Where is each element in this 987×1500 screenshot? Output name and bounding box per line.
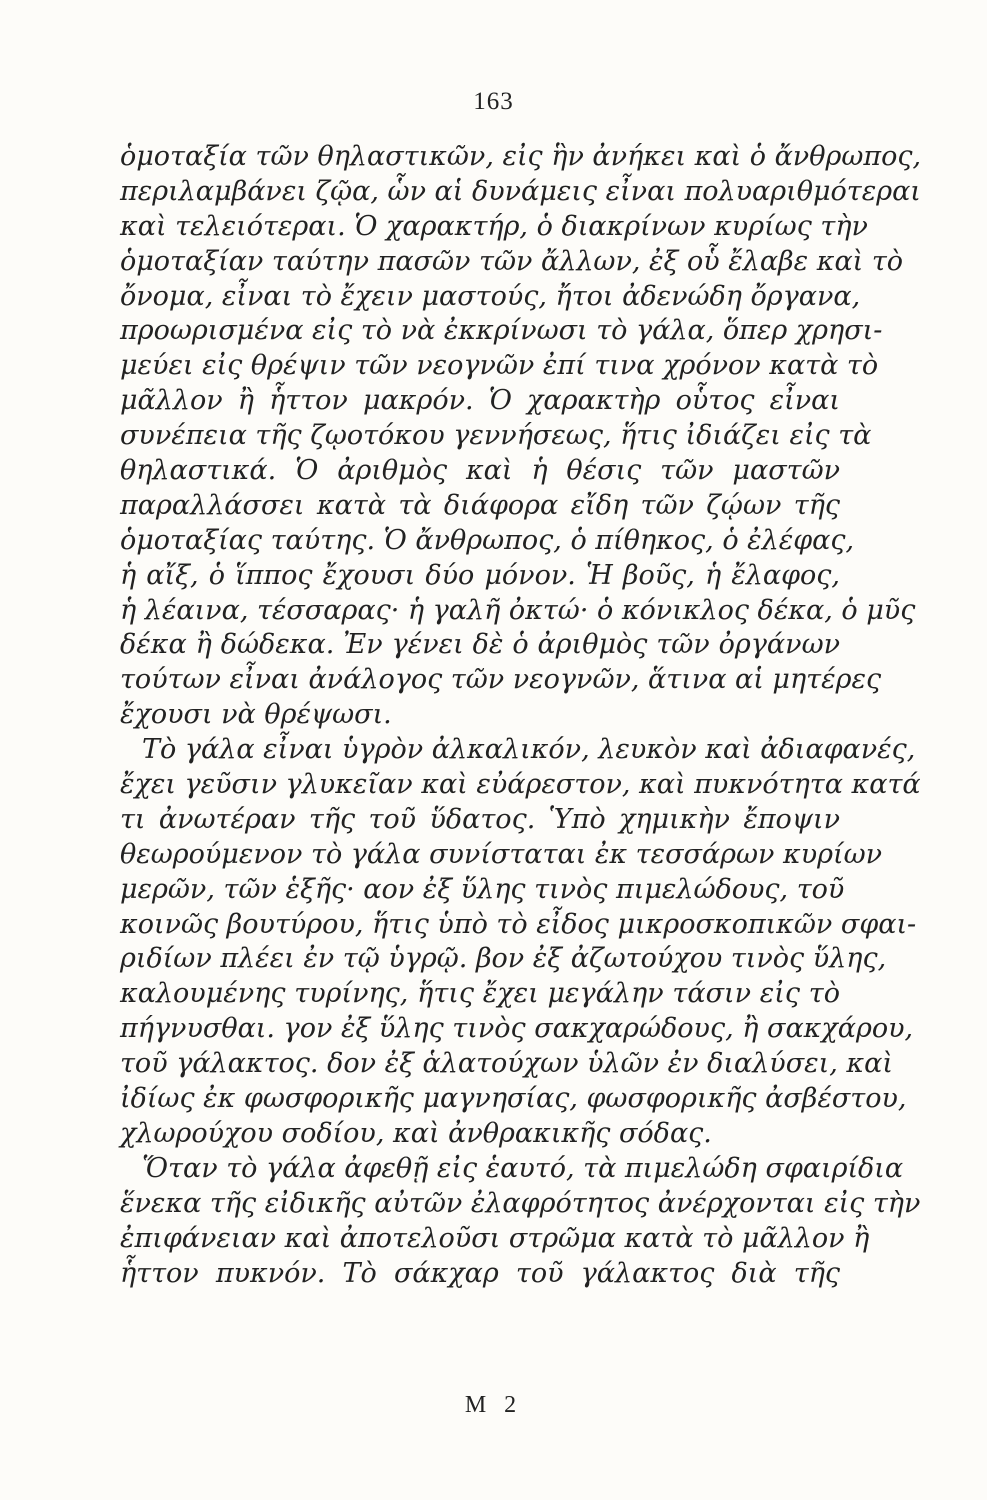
text-line: καὶ τελειότεραι. Ὁ χαρακτήρ, ὁ διακρίνων κυρίως τὴν [120, 210, 868, 242]
text-line: ἰδίως ἐκ φωσφορικῆς μαγνησίας, φωσφορικῆς ἀσβέστου, [120, 1083, 907, 1115]
text-line: μᾶλλον ἢ ἧττον μακρόν. Ὁ χαρακτὴρ οὗτος εἶναι [120, 385, 840, 417]
text-line: προωρισμένα εἰς τὸ νὰ ἐκκρίνωσι τὸ γάλα, ὅπερ χρησι- [120, 315, 883, 347]
text-line: θεωρούμενον τὸ γάλα συνίσταται ἐκ τεσσάρων κυρίων [120, 838, 883, 870]
text-line: τοῦ γάλακτος. δον ἐξ ἁλατούχων ὑλῶν ἐν διαλύσει, καὶ [120, 1048, 893, 1080]
text-line: καλουμένης τυρίνης, ἥτις ἔχει μεγάλην τάσιν εἰς τὸ [120, 978, 840, 1010]
text-line: κοινῶς βουτύρου, ἥτις ὑπὸ τὸ εἶδος μικροσκοπικῶν σφαι- [120, 908, 917, 940]
text-line: ἕνεκα τῆς εἰδικῆς αὐτῶν ἐλαφρότητος ἀνέρχονται εἰς τὴν [120, 1187, 921, 1219]
text-line: ὄνομα, εἶναι τὸ ἔχειν μαστούς, ἤτοι ἀδενώδη ὄργανα, [120, 280, 861, 312]
text-line: δέκα ἢ δώδεκα. Ἐν γένει δὲ ὁ ἀριθμὸς τῶν ὀργάνων [120, 629, 840, 661]
text-line: θηλαστικά. Ὁ ἀριθμὸς καὶ ἡ θέσις τῶν μαστῶν [120, 455, 840, 487]
page-number: 163 [473, 88, 514, 115]
text-line: ἔχει γεῦσιν γλυκεῖαν καὶ εὐάρεστον, καὶ πυκνότητα κατά [120, 769, 921, 801]
text-line: συνέπεια τῆς ζῳοτόκου γεννήσεως, ἥτις ἰδιάζει εἰς τὰ [120, 420, 872, 452]
text-line: ἔχουσι νὰ θρέψωσι. [120, 699, 392, 731]
text-line: τούτων εἶναι ἀνάλογος τῶν νεογνῶν, ἅτινα αἱ μητέρες [120, 664, 882, 696]
text-line: τι ἀνωτέραν τῆς τοῦ ὕδατος. Ὑπὸ χημικὴν ἔποψιν [120, 803, 840, 835]
text-line: μεύει εἰς θρέψιν τῶν νεογνῶν ἐπί τινα χρόνον κατὰ τὸ [120, 350, 879, 382]
text-line: ἡ λέαινα, τέσσαρας· ἡ γαλῆ ὀκτώ· ὁ κόνικλος δέκα, ὁ μῦς [120, 594, 916, 626]
body-text [120, 140, 922, 1291]
text-line: Ὅταν τὸ γάλα ἀφεθῇ εἰς ἑαυτό, τὰ πιμελώδη σφαιρίδια [142, 1152, 904, 1184]
text-line: χλωρούχου σοδίου, καὶ ἀνθρακικῆς σόδας. [120, 1117, 712, 1149]
text-line: μερῶν, τῶν ἑξῆς· αον ἐξ ὕλης τινὸς πιμελώδους, τοῦ [120, 873, 845, 905]
text-line: ὁμοταξίας ταύτης. Ὁ ἄνθρωπος, ὁ πίθηκος, ὁ ἐλέφας, [120, 524, 855, 556]
text-line: ἡ αἴξ, ὁ ἵππος ἔχουσι δύο μόνον. Ἡ βοῦς, ἡ ἔλαφος, [120, 559, 840, 591]
text-line: περιλαμβάνει ζῷα, ὧν αἱ δυνάμεις εἶναι πολυαριθμότεραι [120, 175, 921, 207]
text-line: παραλλάσσει κατὰ τὰ διάφορα εἴδη τῶν ζῴων τῆς [120, 489, 840, 521]
text-line: πήγνυσθαι. γον ἐξ ὕλης τινὸς σακχαρώδους, ἢ σακχάρου, [120, 1013, 914, 1045]
text-line: ὁμοταξία τῶν θηλαστικῶν, εἰς ἣν ἀνήκει καὶ ὁ ἄνθρωπος, [120, 141, 922, 172]
text-line: ὁμοταξίαν ταύτην πασῶν τῶν ἄλλων, ἐξ οὗ ἔλαβε καὶ τὸ [120, 245, 904, 277]
signature-mark: Μ 2 [464, 1392, 523, 1418]
text-line: ριδίων πλέει ἐν τῷ ὑγρῷ. βον ἐξ ἀζωτούχου τινὸς ὕλης, [120, 943, 887, 975]
text-line: ἧττον πυκνόν. Τὸ σάκχαρ τοῦ γάλακτος διὰ τῆς [120, 1257, 840, 1289]
text-line: Τὸ γάλα εἶναι ὑγρὸν ἀλκαλικόν, λευκὸν καὶ ἀδιαφανές, [142, 734, 916, 766]
text-line: ἐπιφάνειαν καὶ ἀποτελοῦσι στρῶμα κατὰ τὸ μᾶλλον ἢ [120, 1222, 870, 1254]
